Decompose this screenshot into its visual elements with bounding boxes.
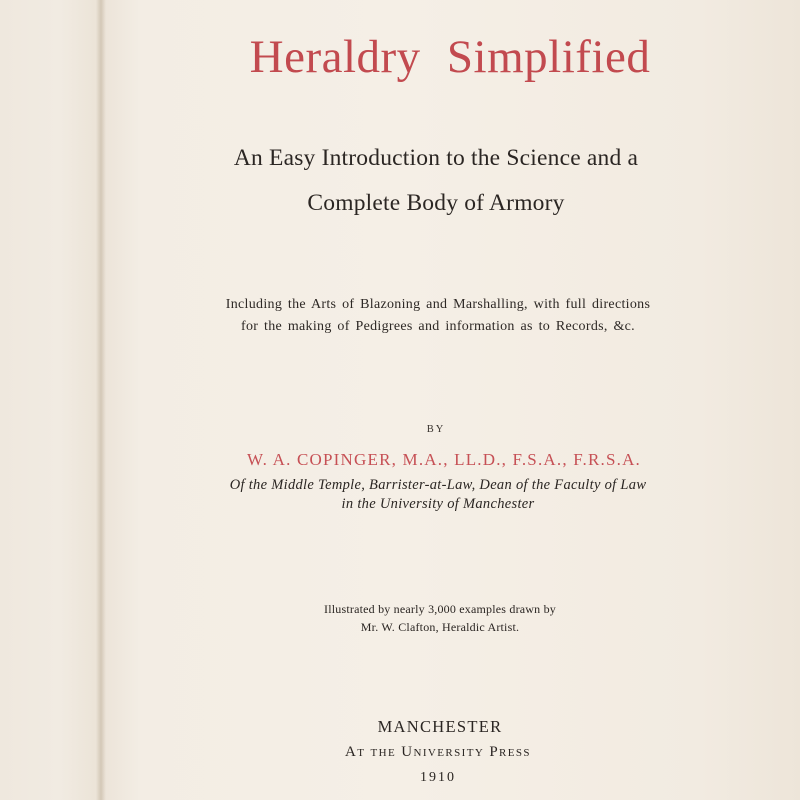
illustrated-line-2: Mr. W. Clafton, Heraldic Artist. — [360, 620, 520, 634]
subtitle-line-2: Complete Body of Armory — [307, 190, 565, 216]
illustrated-line-1: Illustrated by nearly 3,000 examples drawn by — [324, 602, 556, 616]
including-line-1: Including the Arts of Blazoning and Marshalling, with full directions — [225, 297, 651, 312]
affiliation-line-2: in the University of Manchester — [341, 496, 535, 512]
book-title: Heraldry Simplified — [249, 31, 651, 83]
including-line-2: for the making of Pedigrees and information as to Records, &c. — [241, 319, 635, 334]
publisher-name: At the University Press — [345, 744, 531, 760]
author-name: W. A. COPINGER, M.A., LL.D., F.S.A., F.R.S.A. — [246, 450, 641, 469]
by-label: BY — [426, 424, 446, 435]
page-gutter — [96, 0, 106, 800]
publisher-city: MANCHESTER — [377, 717, 503, 736]
subtitle-line-1: An Easy Introduction to the Science and a — [233, 145, 639, 171]
publication-year: 1910 — [420, 770, 456, 785]
affiliation-line-1: Of the Middle Temple, Barrister-at-Law, Dean of the Faculty of Law — [229, 477, 647, 493]
